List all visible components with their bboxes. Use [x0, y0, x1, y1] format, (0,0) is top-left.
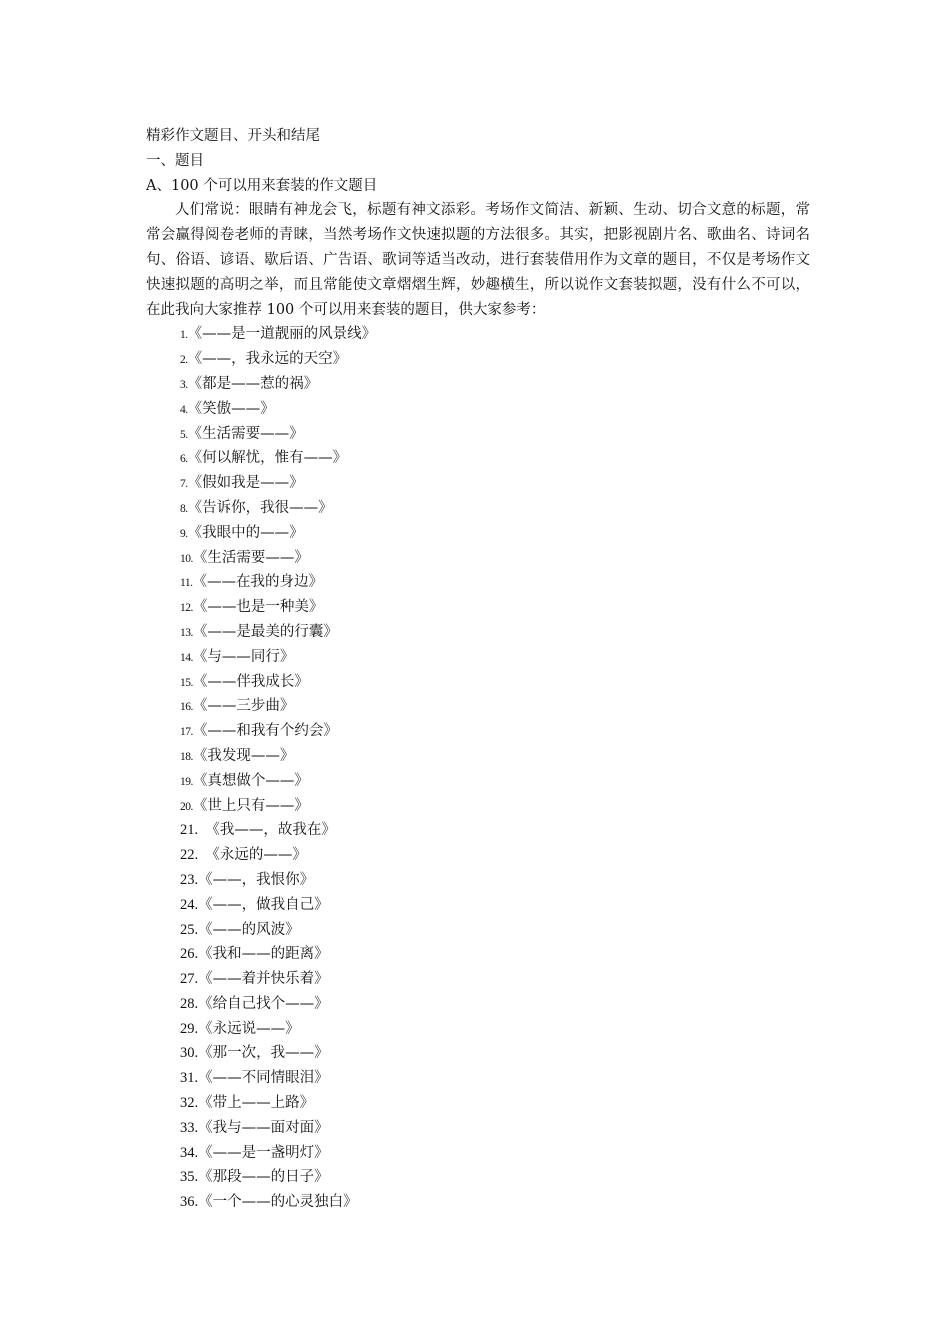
item-title-text: 《——和我有个约会》 — [192, 723, 338, 740]
item-title-text: 《我——，故我在》 — [198, 822, 336, 839]
title-list-item — [146, 893, 810, 918]
title-list-item — [146, 1116, 810, 1141]
item-title-text: 《——是一道靓丽的风景线》 — [187, 326, 377, 343]
item-number: 17. — [180, 726, 193, 739]
title-list-item — [146, 1041, 810, 1066]
item-title-text: 《我和——的距离》 — [198, 946, 329, 963]
title-list-item — [146, 521, 810, 546]
title-list-item — [146, 372, 810, 397]
title-list-item — [146, 347, 810, 372]
item-number: 36. — [180, 1194, 199, 1211]
item-title-text: 《真想做个——》 — [192, 772, 309, 789]
item-number: 5. — [180, 428, 188, 441]
item-number: 22. — [180, 847, 199, 864]
item-title-text: 《与——同行》 — [192, 648, 295, 665]
item-title-text: 《——三步曲》 — [192, 698, 295, 715]
title-list-item — [146, 322, 810, 347]
section-heading: 一、题目 — [146, 152, 204, 169]
item-title-text: 《——伴我成长》 — [192, 673, 309, 690]
title-list-item — [146, 570, 810, 595]
item-number: 14. — [180, 651, 193, 664]
item-title-text: 《世上只有——》 — [192, 797, 309, 814]
item-title-text: 《我眼中的——》 — [187, 524, 304, 541]
item-number: 19. — [180, 775, 193, 788]
item-title-text: 《——，我永远的天空》 — [187, 351, 348, 368]
item-number: 7. — [180, 478, 188, 491]
item-number: 25. — [180, 921, 199, 938]
title-list-item — [146, 694, 810, 719]
title-list-item — [146, 1066, 810, 1091]
item-title-text: 《——是最美的行囊》 — [192, 623, 338, 640]
title-list-item — [146, 992, 810, 1017]
item-number: 27. — [180, 971, 199, 988]
subsection-heading: A、100 个可以用来套装的作文题目 — [146, 177, 378, 194]
item-title-text: 《何以解忧，惟有——》 — [187, 450, 348, 467]
item-title-text: 《告诉你，我很——》 — [187, 499, 333, 516]
item-number: 10. — [180, 552, 193, 565]
title-list-item — [146, 1141, 810, 1166]
title-list-item — [146, 446, 810, 471]
title-list-item — [146, 397, 810, 422]
document-page — [146, 124, 810, 1215]
item-title-text: 《——是一盏明灯》 — [198, 1144, 329, 1161]
item-number: 8. — [180, 502, 188, 515]
item-number: 2. — [180, 354, 188, 367]
item-title-text: 《笑傲——》 — [187, 400, 275, 417]
title-list-item — [146, 422, 810, 447]
item-title-text: 《永远的——》 — [198, 847, 307, 864]
title-list-item — [146, 1190, 810, 1215]
title-list-item — [146, 818, 810, 843]
title-list-item — [146, 942, 810, 967]
item-number: 13. — [180, 626, 193, 639]
item-title-text: 《——的风波》 — [198, 921, 300, 938]
item-number: 12. — [180, 602, 193, 615]
title-list-item — [146, 918, 810, 943]
item-title-text: 《——，做我自己》 — [198, 896, 329, 913]
item-title-text: 《生活需要——》 — [187, 425, 304, 442]
title-list-item — [146, 496, 810, 521]
title-list-item — [146, 794, 810, 819]
title-list-item — [146, 744, 810, 769]
title-list-item — [146, 967, 810, 992]
item-number: 23. — [180, 871, 199, 888]
title-list-item — [146, 645, 810, 670]
item-title-text: 《我发现——》 — [192, 747, 295, 764]
intro-paragraph: 人们常说：眼睛有神龙会飞，标题有神文添彩。考场作文简洁、新颖、生动、切合文意的标题，常常会赢得阅卷老师的青睐，当然考场作文快速拟题的方法很多。其实，把影视剧片名、歌曲名、诗词名句、俗语、谚语、歇后语、广告语、歌词等适当改动，进行套装借用作为文章的题目，不仅是考场作文快速拟题的高明之举，而且常能使文章熠熠生辉，妙趣横生，所以说作文套装拟题，没有什么不可以，在此我向大家推荐 100 个可以用来套装的题目，供大家参考： — [146, 202, 810, 318]
item-number: 3. — [180, 378, 188, 391]
title-list-item — [146, 1017, 810, 1042]
item-number: 29. — [180, 1020, 199, 1037]
item-title-text: 《我与——面对面》 — [198, 1119, 329, 1136]
item-title-text: 《永远说——》 — [198, 1020, 300, 1037]
title-list-item — [146, 546, 810, 571]
item-number: 21. — [180, 822, 199, 839]
item-title-text: 《——在我的身边》 — [192, 574, 323, 591]
item-number: 31. — [180, 1070, 199, 1087]
document-title: 精彩作文题目、开头和结尾 — [146, 128, 320, 144]
title-list-item — [146, 670, 810, 695]
item-number: 28. — [180, 995, 199, 1012]
item-title-text: 《那一次，我——》 — [198, 1045, 329, 1062]
item-title-text: 《给自己找个——》 — [198, 995, 329, 1012]
item-title-text: 《——，我恨你》 — [198, 871, 315, 888]
title-list-item — [146, 1091, 810, 1116]
item-title-text: 《——着并快乐着》 — [198, 971, 329, 988]
title-list-item — [146, 595, 810, 620]
item-number: 1. — [180, 329, 188, 342]
item-number: 34. — [180, 1144, 199, 1161]
item-number: 32. — [180, 1095, 199, 1112]
item-number: 4. — [180, 403, 188, 416]
item-number: 6. — [180, 453, 188, 466]
item-number: 26. — [180, 946, 199, 963]
item-title-text: 《假如我是——》 — [187, 475, 304, 492]
item-title-text: 《都是——惹的祸》 — [187, 375, 319, 392]
item-number: 35. — [180, 1169, 199, 1186]
title-list-item — [146, 719, 810, 744]
title-list — [146, 322, 810, 1215]
title-list-item — [146, 868, 810, 893]
title-list-item — [146, 1165, 810, 1190]
item-number: 24. — [180, 896, 199, 913]
item-number: 20. — [180, 800, 193, 813]
item-number: 33. — [180, 1119, 199, 1136]
item-number: 16. — [180, 701, 193, 714]
item-title-text: 《那段——的日子》 — [198, 1169, 329, 1186]
item-number: 30. — [180, 1045, 199, 1062]
item-number: 11. — [180, 577, 193, 590]
item-title-text: 《——也是一种美》 — [192, 599, 324, 616]
title-list-item — [146, 471, 810, 496]
item-title-text: 《带上——上路》 — [198, 1095, 315, 1112]
item-number: 15. — [180, 676, 193, 689]
item-number: 18. — [180, 750, 193, 763]
item-title-text: 《生活需要——》 — [192, 549, 309, 566]
item-title-text: 《一个——的心灵独白》 — [198, 1194, 358, 1211]
item-title-text: 《——不同情眼泪》 — [198, 1070, 329, 1087]
title-list-item — [146, 843, 810, 868]
title-list-item — [146, 769, 810, 794]
title-list-item — [146, 620, 810, 645]
item-number: 9. — [180, 527, 188, 540]
